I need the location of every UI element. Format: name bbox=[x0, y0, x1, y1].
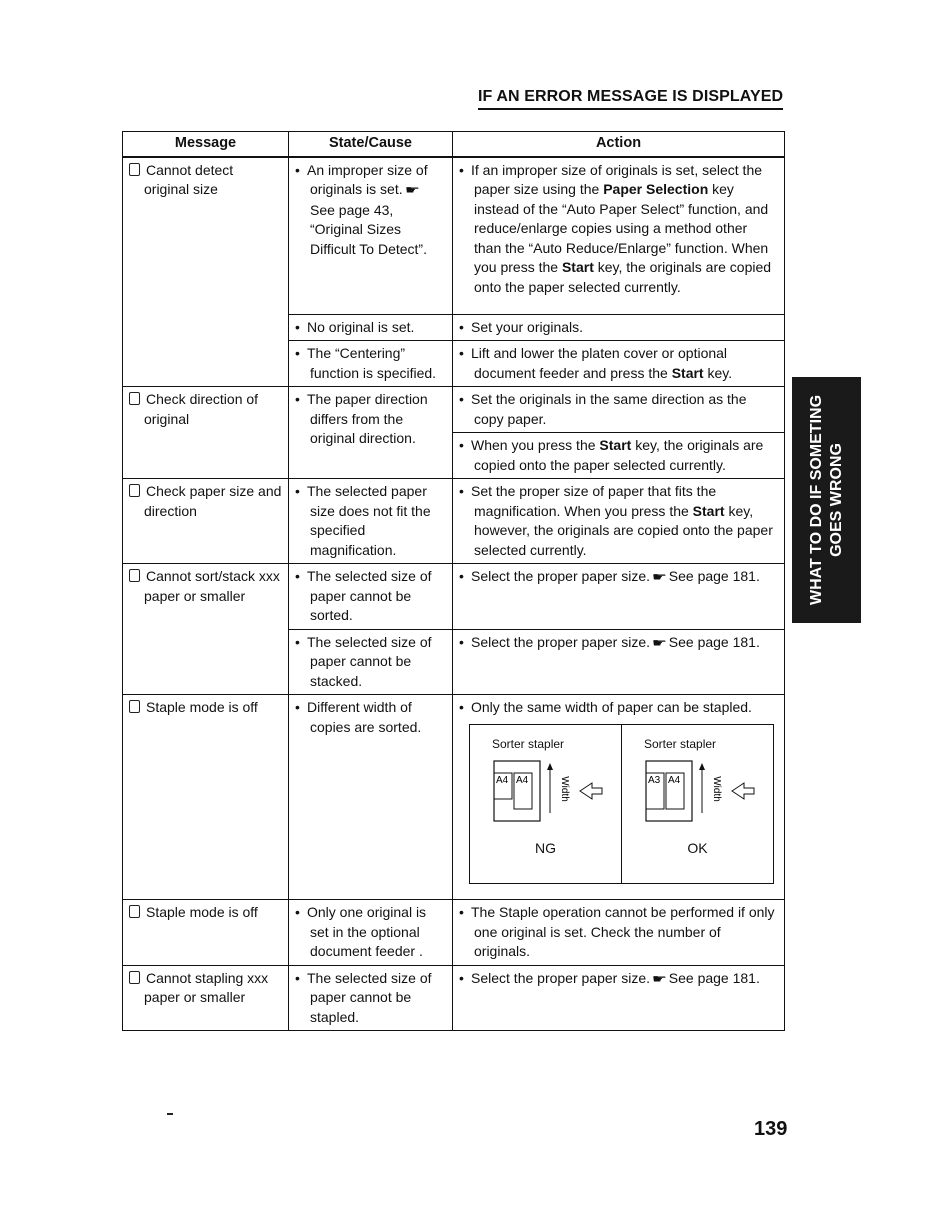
state-text: The selected size of paper cannot be stacked. bbox=[307, 633, 432, 689]
stapler-tray bbox=[646, 761, 692, 821]
state-cell: • The selected size of paper cannot be stapled. bbox=[289, 965, 453, 1031]
column-header-message: Message bbox=[123, 132, 289, 157]
page-header: IF AN ERROR MESSAGE IS DISPLAYED bbox=[478, 88, 784, 105]
action-text: Lift and lower the platen cover or optional document feeder and press the bbox=[471, 345, 728, 381]
message-text: Cannot stapling xxx paper or smaller bbox=[144, 969, 269, 1005]
paper-size-label: A4 bbox=[668, 774, 681, 786]
state-cell: • The selected size of paper cannot be sorted. bbox=[289, 564, 453, 630]
stapler-tray bbox=[494, 761, 540, 821]
state-cell: • The selected paper size does not fit the specified magnification. bbox=[289, 479, 453, 564]
action-cell: • The Staple operation cannot be performed if only one original is set. Check the number of originals. bbox=[453, 900, 785, 966]
table-row bbox=[123, 479, 785, 564]
paper-size-label: A4 bbox=[496, 774, 509, 786]
action-cell: • Select the proper paper size. ☛ See page 181. bbox=[453, 965, 785, 1031]
action-text: key. bbox=[707, 364, 733, 381]
figure-panel-ng bbox=[470, 725, 621, 883]
section-tab bbox=[792, 377, 861, 623]
table-row bbox=[123, 387, 785, 433]
action-cell: • Select the proper paper size. ☛ See page 181. bbox=[453, 629, 785, 695]
action-text: key, the originals are copied onto the paper selected currently. bbox=[474, 259, 772, 295]
table-row bbox=[123, 564, 785, 630]
action-cell: • Select the proper paper size. ☛ See page 181. bbox=[453, 564, 785, 630]
checkbox-icon bbox=[129, 163, 140, 176]
state-cell: • Only one original is set in the optional document feeder . bbox=[289, 900, 453, 966]
direction-arrow-icon bbox=[580, 783, 602, 799]
key-name: Start bbox=[692, 502, 725, 519]
message-text: Staple mode is off bbox=[146, 904, 258, 920]
pointing-hand-icon: ☛ bbox=[651, 971, 667, 986]
stray-mark bbox=[167, 1113, 173, 1115]
action-cell: • Set your originals. bbox=[453, 314, 785, 341]
width-arrow-head bbox=[699, 763, 705, 770]
state-cell: • The selected size of paper cannot be stacked. bbox=[289, 629, 453, 695]
action-text: Set the originals in the same direction as the copy paper. bbox=[471, 391, 747, 427]
pointing-hand-icon: ☛ bbox=[404, 183, 420, 197]
state-text: The selected paper size does not fit the specified magnification. bbox=[307, 483, 431, 558]
message-cell bbox=[123, 900, 289, 966]
action-text: key, the originals are copied onto the paper selected currently. bbox=[474, 437, 764, 473]
state-reference: See page 43, “Original Sizes Difficult To Detect”. bbox=[310, 201, 427, 257]
message-text: Check direction of original bbox=[144, 391, 259, 427]
checkbox-icon bbox=[129, 392, 140, 405]
message-text: Cannot sort/stack xxx paper or smaller bbox=[144, 568, 280, 604]
column-header-action: Action bbox=[453, 132, 785, 157]
message-cell bbox=[123, 157, 289, 387]
state-text: An improper size of originals is set. bbox=[307, 161, 428, 197]
key-name: Start bbox=[671, 364, 704, 381]
page-number: 139 bbox=[754, 1118, 788, 1140]
action-text: Only the same width of paper can be stapled. bbox=[471, 699, 752, 715]
section-tab-text bbox=[807, 377, 847, 623]
figure-result: OK bbox=[687, 840, 708, 856]
checkbox-icon bbox=[129, 484, 140, 497]
state-text: The selected size of paper cannot be sorted. bbox=[307, 568, 432, 623]
key-name: Start bbox=[599, 437, 632, 453]
table-row bbox=[123, 157, 785, 315]
figure-result: NG bbox=[535, 840, 556, 856]
message-cell bbox=[123, 564, 289, 695]
state-text: The paper direction differs from the original direction. bbox=[307, 391, 428, 446]
action-reference: See page 181. bbox=[668, 969, 760, 986]
action-text: key instead of the “Auto Paper Select” function, and reduce/enlarge copies using a method other than the “Auto Reduce/Enlarge” function. When you press the bbox=[474, 181, 769, 275]
table-row bbox=[123, 695, 785, 900]
pointing-hand-icon: ☛ bbox=[651, 635, 667, 650]
action-cell: • When you press the Start key, the originals are copied onto the paper selected currently. bbox=[453, 433, 785, 479]
action-text: Select the proper paper size. bbox=[471, 969, 650, 986]
section-tab-line1: WHAT TO DO IF SOMETING bbox=[807, 394, 825, 606]
action-text: Select the proper paper size. bbox=[471, 568, 650, 584]
width-label: Width bbox=[711, 775, 722, 802]
action-cell: • Only the same width of paper can be stapled. Sorter stapler A4 A4 Width NG Sorter stapler A3 A4 Width OK bbox=[453, 695, 785, 900]
section-tab-line2: GOES WRONG bbox=[827, 443, 845, 557]
state-text: Only one original is set in the optional document feeder . bbox=[307, 904, 427, 959]
message-text: Check paper size and direction bbox=[144, 483, 282, 519]
action-text: key, however, the originals are copied onto the paper selected currently. bbox=[474, 502, 773, 558]
state-text: Different width of copies are sorted. bbox=[307, 699, 422, 735]
error-message-table bbox=[122, 131, 785, 1031]
state-text: The selected size of paper cannot be stapled. bbox=[307, 969, 432, 1025]
message-cell bbox=[123, 695, 289, 900]
state-text: No original is set. bbox=[307, 318, 415, 335]
state-cell: • An improper size of originals is set. ☛See page 43, “Original Sizes Difficult To Detect”. bbox=[289, 157, 453, 315]
key-name: Start bbox=[561, 259, 594, 275]
sorter-stapler-ng-drawing bbox=[492, 759, 612, 829]
header-rule bbox=[478, 108, 783, 110]
action-text: Set your originals. bbox=[471, 318, 584, 335]
message-cell bbox=[123, 387, 289, 479]
table-row bbox=[123, 900, 785, 966]
state-cell: • No original is set. bbox=[289, 314, 453, 341]
column-header-state: State/Cause bbox=[289, 132, 453, 157]
action-cell: • Set the originals in the same direction as the copy paper. bbox=[453, 387, 785, 433]
state-cell: • The paper direction differs from the original direction. bbox=[289, 387, 453, 479]
staple-width-figure bbox=[469, 724, 774, 884]
action-reference: See page 181. bbox=[668, 633, 760, 650]
checkbox-icon bbox=[129, 971, 140, 984]
key-name: Paper Selection bbox=[603, 181, 709, 197]
table-row bbox=[123, 965, 785, 1031]
checkbox-icon bbox=[129, 569, 140, 582]
action-cell: • If an improper size of originals is set, select the paper size using the Paper Selection key instead of the “Auto Paper Select” function, and reduce/enlarge copies using a method other than the “Auto Reduce/Enlarge” function. When you press the Start key, the originals are copied onto the paper selected currently. bbox=[453, 157, 785, 315]
state-cell: • Different width of copies are sorted. bbox=[289, 695, 453, 900]
checkbox-icon bbox=[129, 905, 140, 918]
message-cell bbox=[123, 965, 289, 1031]
pointing-hand-icon: ☛ bbox=[651, 570, 667, 584]
state-text: The “Centering” function is specified. bbox=[307, 345, 437, 381]
width-arrow-head bbox=[547, 763, 553, 770]
table-header-row bbox=[123, 132, 785, 157]
checkbox-icon bbox=[129, 700, 140, 713]
action-cell: • Set the proper size of paper that fits the magnification. When you press the Start key, however, the originals are copied onto the paper selected currently. bbox=[453, 479, 785, 564]
action-cell: • Lift and lower the platen cover or optional document feeder and press the Start key. bbox=[453, 341, 785, 387]
width-label: Width bbox=[559, 775, 570, 802]
message-text: Staple mode is off bbox=[146, 699, 258, 715]
message-text: Cannot detect original size bbox=[144, 161, 234, 197]
sorter-stapler-ok-drawing bbox=[644, 759, 764, 829]
action-text: When you press the bbox=[471, 437, 596, 453]
action-text: Set the proper size of paper that fits the magnification. When you press the bbox=[471, 483, 717, 519]
action-text: Select the proper paper size. bbox=[471, 633, 650, 650]
action-text: If an improper size of originals is set, select the paper size using the bbox=[471, 161, 763, 197]
figure-panel-ok bbox=[621, 725, 773, 883]
state-cell: • The “Centering” function is specified. bbox=[289, 341, 453, 387]
action-text: The Staple operation cannot be performed if only one original is set. Check the number of originals. bbox=[471, 904, 775, 959]
message-cell bbox=[123, 479, 289, 564]
action-reference: See page 181. bbox=[668, 568, 760, 584]
figure-caption: Sorter stapler bbox=[644, 736, 717, 751]
direction-arrow-icon bbox=[732, 783, 754, 799]
paper-size-label: A3 bbox=[648, 774, 661, 786]
figure-caption: Sorter stapler bbox=[492, 736, 565, 751]
paper-size-label: A4 bbox=[516, 774, 529, 786]
